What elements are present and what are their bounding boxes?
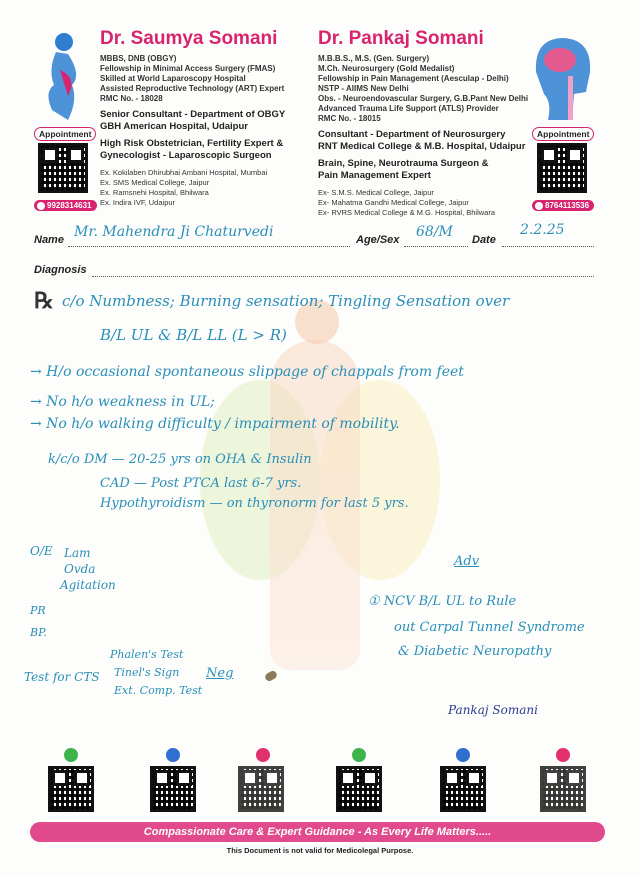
tagline-banner: Compassionate Care & Expert Guidance - As Every Life Matters..... — [30, 822, 605, 842]
advice-line: out Carpal Tunnel Syndrome — [394, 620, 585, 635]
advice-line: ① NCV B/L UL to Rule — [368, 594, 517, 609]
date-label: Date — [472, 234, 496, 246]
whatsapp-icon — [352, 748, 366, 762]
instagram-icon — [256, 748, 270, 762]
experience-item: Ex. Kokilaben Dhirubhai Ambani Hospital, Mumbai — [100, 168, 268, 177]
experience-item: Ex. Indira IVF, Udaipur — [100, 198, 176, 207]
oe-line: Agitation — [60, 578, 116, 592]
facebook-icon — [456, 748, 470, 762]
experience-list — [100, 168, 285, 208]
appointment-qr-right[interactable] — [537, 143, 587, 193]
pregnancy-icon — [38, 30, 86, 122]
social-qr[interactable] — [540, 766, 586, 812]
qual-line: M.B.B.S., M.S. (Gen. Surgery) — [318, 54, 430, 63]
role-text: High Risk Obstetrician, Fertility Expert & — [100, 138, 284, 149]
role-text: Senior Consultant - Department of OBGY — [100, 109, 286, 120]
qual-line: Fellowship in Minimal Access Surgery (FMAS) — [100, 64, 276, 73]
experience-item: Ex- RVRS Medical College & M.G. Hospital, Bhilwara — [318, 208, 496, 217]
doctor-left-block — [100, 28, 285, 208]
doctor-signature: Pankaj Somani — [448, 703, 538, 717]
social-qr[interactable] — [48, 766, 94, 812]
role-text: Pain Management Expert — [318, 170, 431, 181]
experience-item: Ex- Mahatma Gandhi Medical College, Jaipur — [318, 198, 469, 207]
ink-spot-icon — [264, 670, 278, 683]
oe-label: O/E — [30, 544, 53, 558]
social-qr[interactable] — [150, 766, 196, 812]
role-text: Brain, Spine, Neurotrauma Surgeon & — [318, 158, 489, 169]
role-line — [318, 129, 528, 153]
oe-line: Lam — [64, 546, 91, 560]
qual-line: Assisted Reproductive Technology (ART) Expert — [100, 84, 285, 93]
role-line — [100, 138, 285, 162]
experience-item: Ex. Ramsnehi Hospital, Bhilwara — [100, 188, 209, 197]
rx-line: Hypothyroidism — on thyronorm for last 5 yrs. — [100, 496, 409, 511]
name-label: Name — [34, 234, 64, 246]
phone-number-left: 9928314631 — [47, 201, 92, 210]
phone-icon — [37, 202, 45, 210]
role-line — [318, 158, 528, 182]
patient-age-sex: 68/M — [416, 224, 453, 240]
rx-line: CAD — Post PTCA last 6-7 yrs. — [100, 476, 302, 491]
test-label: Test for CTS — [24, 670, 100, 684]
appointment-badge-left: Appointment — [34, 127, 96, 141]
name-line — [68, 246, 350, 247]
advice-label: Adv — [454, 554, 480, 569]
role-text: RNT Medical College & M.B. Hospital, Udaipur — [318, 141, 526, 152]
social-qr[interactable] — [336, 766, 382, 812]
role-text: GBH American Hospital, Udaipur — [100, 121, 248, 132]
visit-date: 2.2.25 — [520, 222, 565, 238]
test-line: Phalen's Test — [110, 648, 184, 661]
bp-label: BP. — [30, 626, 47, 639]
rx-line: B/L UL & B/L LL (L > R) — [100, 326, 287, 344]
qual-line: NSTP - AIIMS New Delhi — [318, 84, 409, 93]
brain-spine-icon — [528, 32, 600, 122]
qual-line: Obs. - Neuroendovascular Surgery, G.B.Pant New Delhi — [318, 94, 529, 103]
qual-line: RMC No. - 18028 — [100, 94, 163, 103]
test-line: Ext. Comp. Test — [114, 684, 203, 697]
doctor-right-block — [318, 28, 528, 218]
qual-line: RMC No. - 18015 — [318, 114, 381, 123]
qual-line: Skilled at World Laparoscopy Hospital — [100, 74, 246, 83]
phone-icon — [535, 202, 543, 210]
whatsapp-icon — [64, 748, 78, 762]
instagram-icon — [556, 748, 570, 762]
diagnosis-line — [92, 276, 594, 277]
experience-list — [318, 188, 528, 218]
role-text: Gynecologist - Laparoscopic Surgeon — [100, 150, 272, 161]
age-label: Age/Sex — [356, 234, 400, 246]
appointment-badge-right: Appointment — [532, 127, 594, 141]
test-result: Neg — [206, 666, 234, 681]
qual-line: Fellowship in Pain Management (Aesculap - Delhi) — [318, 74, 509, 83]
doctor-left-name: Dr. Saumya Somani — [100, 28, 278, 49]
rx-line: → No h/o walking difficulty / impairment of mobility. — [30, 416, 400, 432]
phone-number-right: 8764113536 — [545, 201, 590, 210]
oe-line: Ovda — [64, 562, 96, 576]
experience-item: Ex- S.M.S. Medical College, Jaipur — [318, 188, 434, 197]
experience-item: Ex. SMS Medical College, Jaipur — [100, 178, 210, 187]
rx-line: → H/o occasional spontaneous slippage of chappals from feet — [30, 364, 464, 380]
date-line — [502, 246, 594, 247]
appointment-qr-left[interactable] — [38, 143, 88, 193]
advice-line: & Diabetic Neuropathy — [398, 644, 552, 659]
phone-badge-left[interactable] — [34, 200, 97, 211]
patient-name: Mr. Mahendra Ji Chaturvedi — [74, 224, 274, 240]
doctor-right-name: Dr. Pankaj Somani — [318, 28, 484, 49]
social-qr[interactable] — [238, 766, 284, 812]
disclaimer: This Document is not valid for Medicolegal Purpose. — [226, 846, 414, 855]
rx-symbol: ℞ — [34, 288, 54, 314]
qual-line: Advanced Trauma Life Support (ATLS) Provider — [318, 104, 499, 113]
rx-line: c/o Numbness; Burning sensation; Tingling Sensation over — [62, 292, 510, 310]
diagnosis-label: Diagnosis — [34, 264, 87, 276]
pr-label: PR — [30, 604, 46, 617]
social-qr[interactable] — [440, 766, 486, 812]
rx-line: k/c/o DM — 20-25 yrs on OHA & Insulin — [48, 452, 312, 467]
qual-line: MBBS, DNB (OBGY) — [100, 54, 177, 63]
role-line — [100, 109, 285, 133]
facebook-icon — [166, 748, 180, 762]
qual-line: M.Ch. Neurosurgery (Gold Medalist) — [318, 64, 455, 73]
age-line — [404, 246, 468, 247]
phone-badge-right[interactable] — [532, 200, 594, 211]
rx-line: → No h/o weakness in UL; — [30, 394, 215, 410]
role-text: Consultant - Department of Neurosurgery — [318, 129, 506, 140]
test-line: Tinel's Sign — [114, 666, 180, 679]
